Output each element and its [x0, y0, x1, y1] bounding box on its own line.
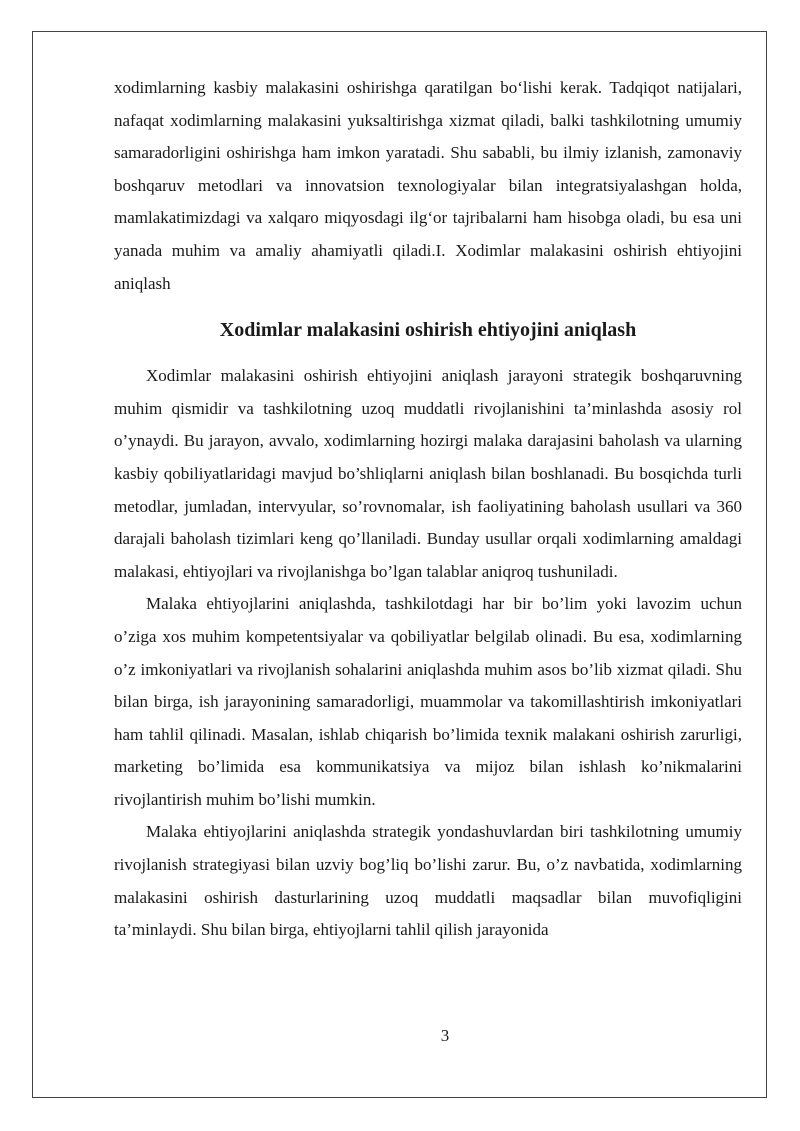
intro-paragraph: xodimlarning kasbiy malakasini oshirishga qaratilgan bo‘lishi kerak. Tadqiqot natijalari, nafaqat xodimlarning malakasini yuksaltirishga xizmat qiladi, balki tashkilotning umumiy samaradorligini oshirishga ham imkon yaratadi. Shu sababli, bu ilmiy izlanish, zamonaviy boshqaruv metodlari va innovatsion texnologiyalar bilan integratsiyalashgan holda, mamlakatimizdagi va xalqaro miqyosdagi ilg‘or tajribalarni ham hisobga oladi, bu esa uni yanada muhim va amaliy ahamiyatli qiladi.I. Xodimlar malakasini oshirish ehtiyojini aniqlash	[114, 78, 742, 293]
section-heading: Xodimlar malakasini oshirish ehtiyojini aniqlash	[219, 319, 637, 342]
page-number: 3	[440, 1026, 450, 1045]
body-paragraph-1: Xodimlar malakasini oshirish ehtiyojini aniqlash jarayoni strategik boshqaruvning muhim qismidir va tashkilotning uzoq muddatli rivojlanishini ta’minlashda asosiy rol o’ynaydi. Bu jarayon, avvalo, xodimlarning hozirgi malaka darajasini baholash va ularning kasbiy qobiliyatlaridagi mavjud bo’shliqlarni aniqlash bilan boshlanadi. Bu bosqichda turli metodlar, jumladan, intervyular, so’rovnomalar, ish faoliyatining baholash usullari va 360 darajali baholash tizimlari keng qo’llaniladi. Bunday usullar orqali xodimlarning amaldagi malakasi, ehtiyojlari va rivojlanishga bo’lgan talablar aniqroq tushuniladi.	[114, 366, 742, 581]
body-paragraph-3: Malaka ehtiyojlarini aniqlashda strategik yondashuvlardan biri tashkilotning umumiy rivojlanish strategiyasi bilan uzviy bog’liq bo’lishi zarur. Bu, o’z navbatida, xodimlarning malakasini oshirish dasturlarining uzoq muddatli maqsadlar bilan muvofiqligini ta’minlaydi. Shu bilan birga, ehtiyojlarni tahlil qilish jarayonida	[114, 822, 742, 940]
body-paragraph-2: Malaka ehtiyojlarini aniqlashda, tashkilotdagi har bir bo’lim yoki lavozim uchun o’ziga xos muhim kompetentsiyalar va qobiliyatlar belgilab olinadi. Bu esa, xodimlarning o’z imkoniyatlari va rivojlanish sohalarini aniqlashda muhim asos bo’lib xizmat qiladi. Shu bilan birga, ish jarayonining samaradorligi, muammolar va takomillashtirish imkoniyatlari ham tahlil qilinadi. Masalan, ishlab chiqarish bo’limida texnik malakani oshirish zarurligi, marketing bo’limida esa kommunikatsiya va mijoz bilan ishlash ko’nikmalarini rivojlantirish muhim bo’lishi mumkin.	[114, 594, 742, 809]
document-body	[114, 72, 742, 947]
